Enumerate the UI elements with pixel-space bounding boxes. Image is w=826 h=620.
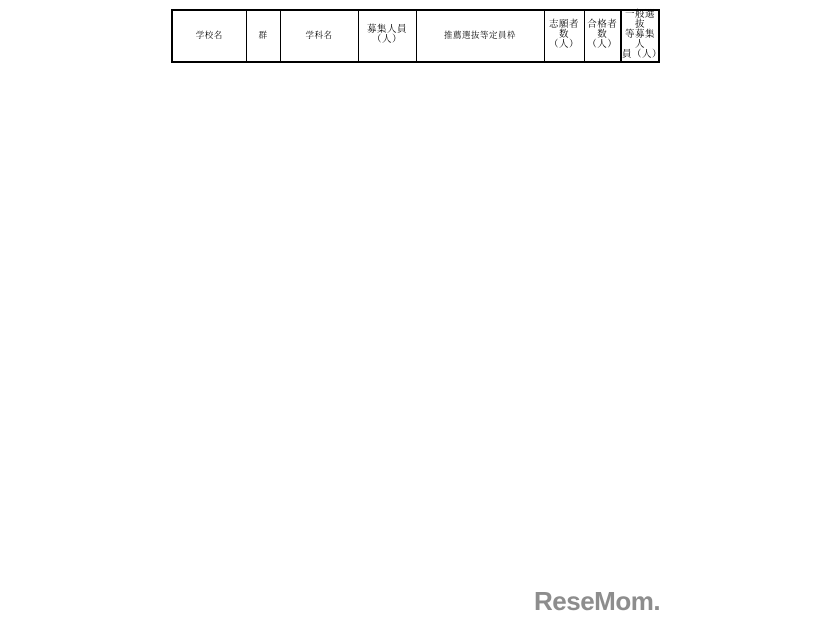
header-capacity [358,10,416,62]
header-general-line2: 等募集人 [624,29,655,50]
header-passers-line1: 合格者数 [587,19,618,40]
header-applicants-line1: 志願者数 [548,19,579,40]
table-header-row [172,10,659,62]
header-passers-line2: （人） [587,39,618,50]
header-group: 群 [246,10,280,62]
header-department: 学科名 [280,10,358,62]
resemom-watermark [534,586,660,617]
watermark-suffix: . [653,586,661,616]
header-school: 学校名 [172,10,246,62]
header-quota: 推薦選抜等定員枠 [416,10,544,62]
admissions-table [171,9,663,63]
header-general-line3: 員（人） [622,49,663,60]
header-applicants-line2: （人） [548,39,579,50]
header-applicants [544,10,584,62]
header-general-line1: 一般選抜 [624,10,655,30]
header-capacity-line1: 募集人員 [366,24,407,35]
header-capacity-line2: （人） [371,34,402,45]
watermark-text: ReseMom [534,586,654,616]
header-general [621,10,663,62]
header-passers [584,10,621,62]
table-sheet [171,9,663,63]
